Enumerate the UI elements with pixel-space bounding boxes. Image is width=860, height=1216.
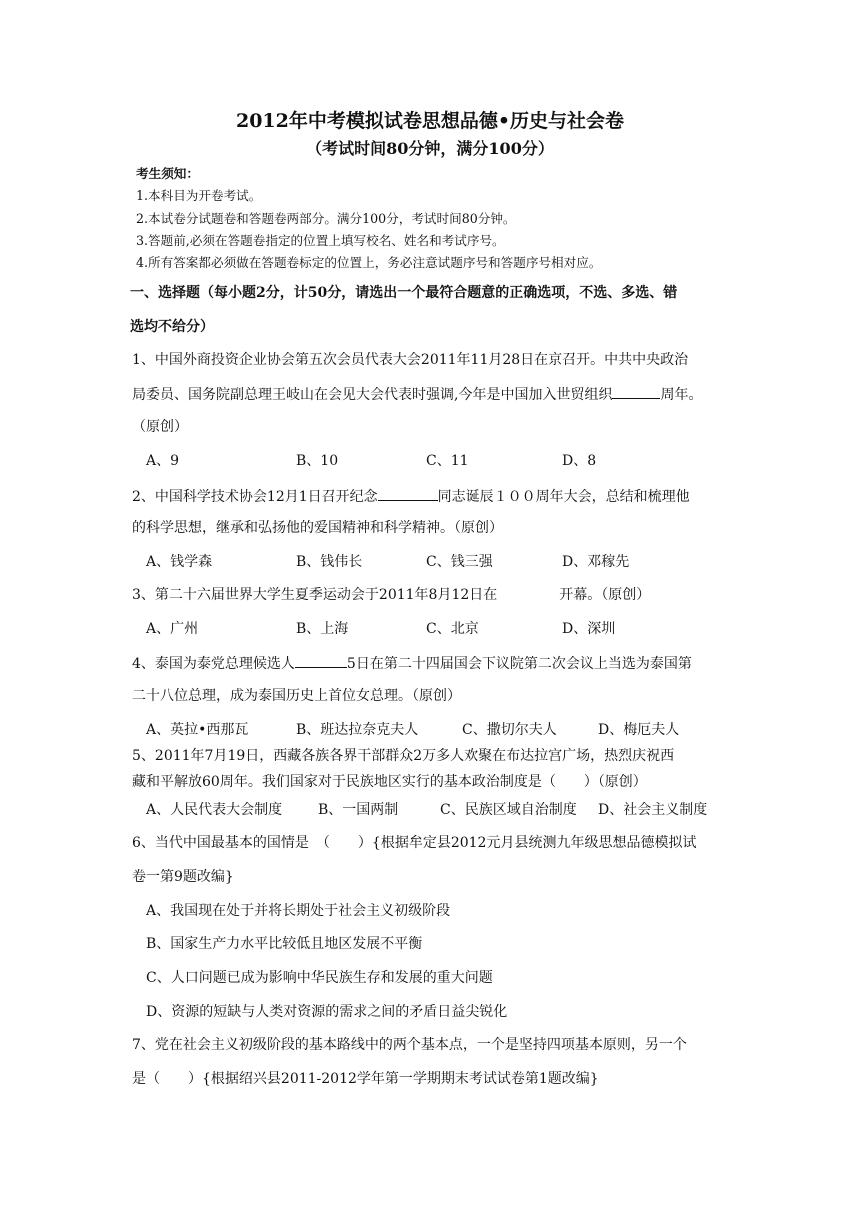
q6-line-1: 6、当代中国最基本的国情是 （ ）{根据牟定县2012元月县统测九年级思想品德模拟试: [132, 835, 697, 851]
q5-option-b: B、一国两制: [318, 802, 399, 818]
q3-text-a: 3、第二十六届世界大学生夏季运动会于2011年8月12日在: [132, 587, 498, 603]
q1-text-b: 周年。: [660, 387, 703, 403]
q2-option-a: A、钱学森: [146, 554, 213, 570]
q3-option-b: B、上海: [296, 621, 349, 637]
q4-text-a: 4、泰国为泰党总理候选人: [132, 656, 295, 672]
q3-option-c: C、北京: [426, 621, 479, 637]
q1-answer-blank: [612, 383, 660, 399]
q1-option-d: D、8: [562, 453, 597, 469]
q2-text-a: 2、中国科学技术协会12月1日召开纪念: [132, 489, 378, 505]
q4-option-b: B、班达拉奈克夫人: [296, 722, 419, 738]
section-heading-line-1: 一、选择题（每小题2分，计50分，请选出一个最符合题意的正确选项，不选、多选、错: [130, 285, 678, 301]
q4-line-2: 二十八位总理，成为泰国历史上首位女总理。（原创）: [132, 688, 461, 704]
q2-answer-blank: [378, 485, 438, 501]
q4-line-1: [132, 652, 742, 674]
q2-option-b: B、钱伟长: [296, 554, 363, 570]
q5-line-1: 5、2011年7月19日，西藏各族各界干部群众2万多人欢聚在布达拉宫广场，热烈庆祝西: [132, 748, 675, 764]
q4-text-b: 5日在第二十四届国会下议院第二次会议上当选为泰国第: [346, 656, 692, 672]
q3-line-1: [132, 585, 742, 605]
q5-option-c: C、民族区域自治制度: [440, 802, 577, 818]
q2-option-c: C、钱三强: [426, 554, 493, 570]
notice-item-3: 3.答题前,必须在答题卷指定的位置上填写校名、姓名和考试序号。: [136, 233, 505, 248]
q7-line-1: 7、党在社会主义初级阶段的基本路线中的两个基本点，一个是坚持四项基本原则，另一个: [132, 1037, 687, 1053]
q6-line-2: 卷一第9题改编}: [132, 869, 234, 885]
q4-answer-blank: [295, 652, 347, 668]
q5-option-d: D、社会主义制度: [598, 802, 708, 818]
q1-option-b: B、10: [296, 453, 339, 469]
q1-option-a: A、9: [146, 453, 180, 469]
q1-text-a: 局委员、国务院副总理王岐山在会见大会代表时强调,今年是中国加入世贸组织: [132, 387, 613, 403]
q6-option-a: A、我国现在处于并将长期处于社会主义初级阶段: [146, 903, 451, 919]
q6-option-b: B、国家生产力水平比较低且地区发展不平衡: [146, 936, 423, 952]
section-heading-line-2: 选均不给分）: [130, 319, 214, 335]
q1-line-2: [132, 383, 742, 405]
q3-option-d: D、深圳: [562, 621, 616, 637]
notice-item-2: 2.本试卷分试题卷和答题卷两部分。满分100分，考试时间80分钟。: [136, 211, 516, 226]
q2-option-d: D、邓稼先: [562, 554, 630, 570]
q2-line-2: 的科学思想，继承和弘扬他的爱国精神和科学精神。（原创）: [132, 520, 503, 536]
q4-option-c: C、撒切尔夫人: [462, 722, 557, 738]
q5-option-a: A、人民代表大会制度: [146, 802, 283, 818]
exam-title: 2012年中考模拟试卷思想品德•历史与社会卷: [235, 110, 625, 132]
q3-text-b: 开幕。（原创）: [559, 587, 651, 603]
q1-line-1: 1、中国外商投资企业协会第五次会员代表大会2011年11月28日在京召开。中共中央政治: [132, 352, 689, 368]
q6-option-d: D、资源的短缺与人类对资源的需求之间的矛盾日益尖锐化: [146, 1004, 508, 1020]
q6-option-c: C、人口问题已成为影响中华民族生存和发展的重大问题: [146, 970, 493, 986]
q3-option-a: A、广州: [146, 621, 199, 637]
notice-heading: 考生须知：: [136, 166, 199, 181]
q2-line-1: [132, 485, 742, 507]
q1-option-c: C、11: [426, 453, 469, 469]
q4-option-d: D、梅厄夫人: [598, 722, 680, 738]
q7-line-2: 是（ ）{根据绍兴县2011-2012学年第一学期期末考试试卷第1题改编}: [132, 1071, 599, 1087]
q2-text-b: 同志诞辰１００周年大会，总结和梳理他: [437, 489, 690, 505]
notice-item-4: 4.所有答案都必须做在答题卷标定的位置上，务必注意试题序号和答题序号相对应。: [136, 255, 602, 270]
q1-line-3: （原创）: [132, 419, 188, 435]
exam-subtitle: （考试时间80分钟，满分100分）: [306, 139, 554, 158]
q5-line-2: 藏和平解放60周年。我们国家对于民族地区实行的基本政治制度是（ ）（原创）: [132, 774, 647, 790]
q4-option-a: A、英拉•西那瓦: [146, 722, 249, 738]
notice-item-1: 1.本科目为开卷考试。: [136, 188, 262, 203]
